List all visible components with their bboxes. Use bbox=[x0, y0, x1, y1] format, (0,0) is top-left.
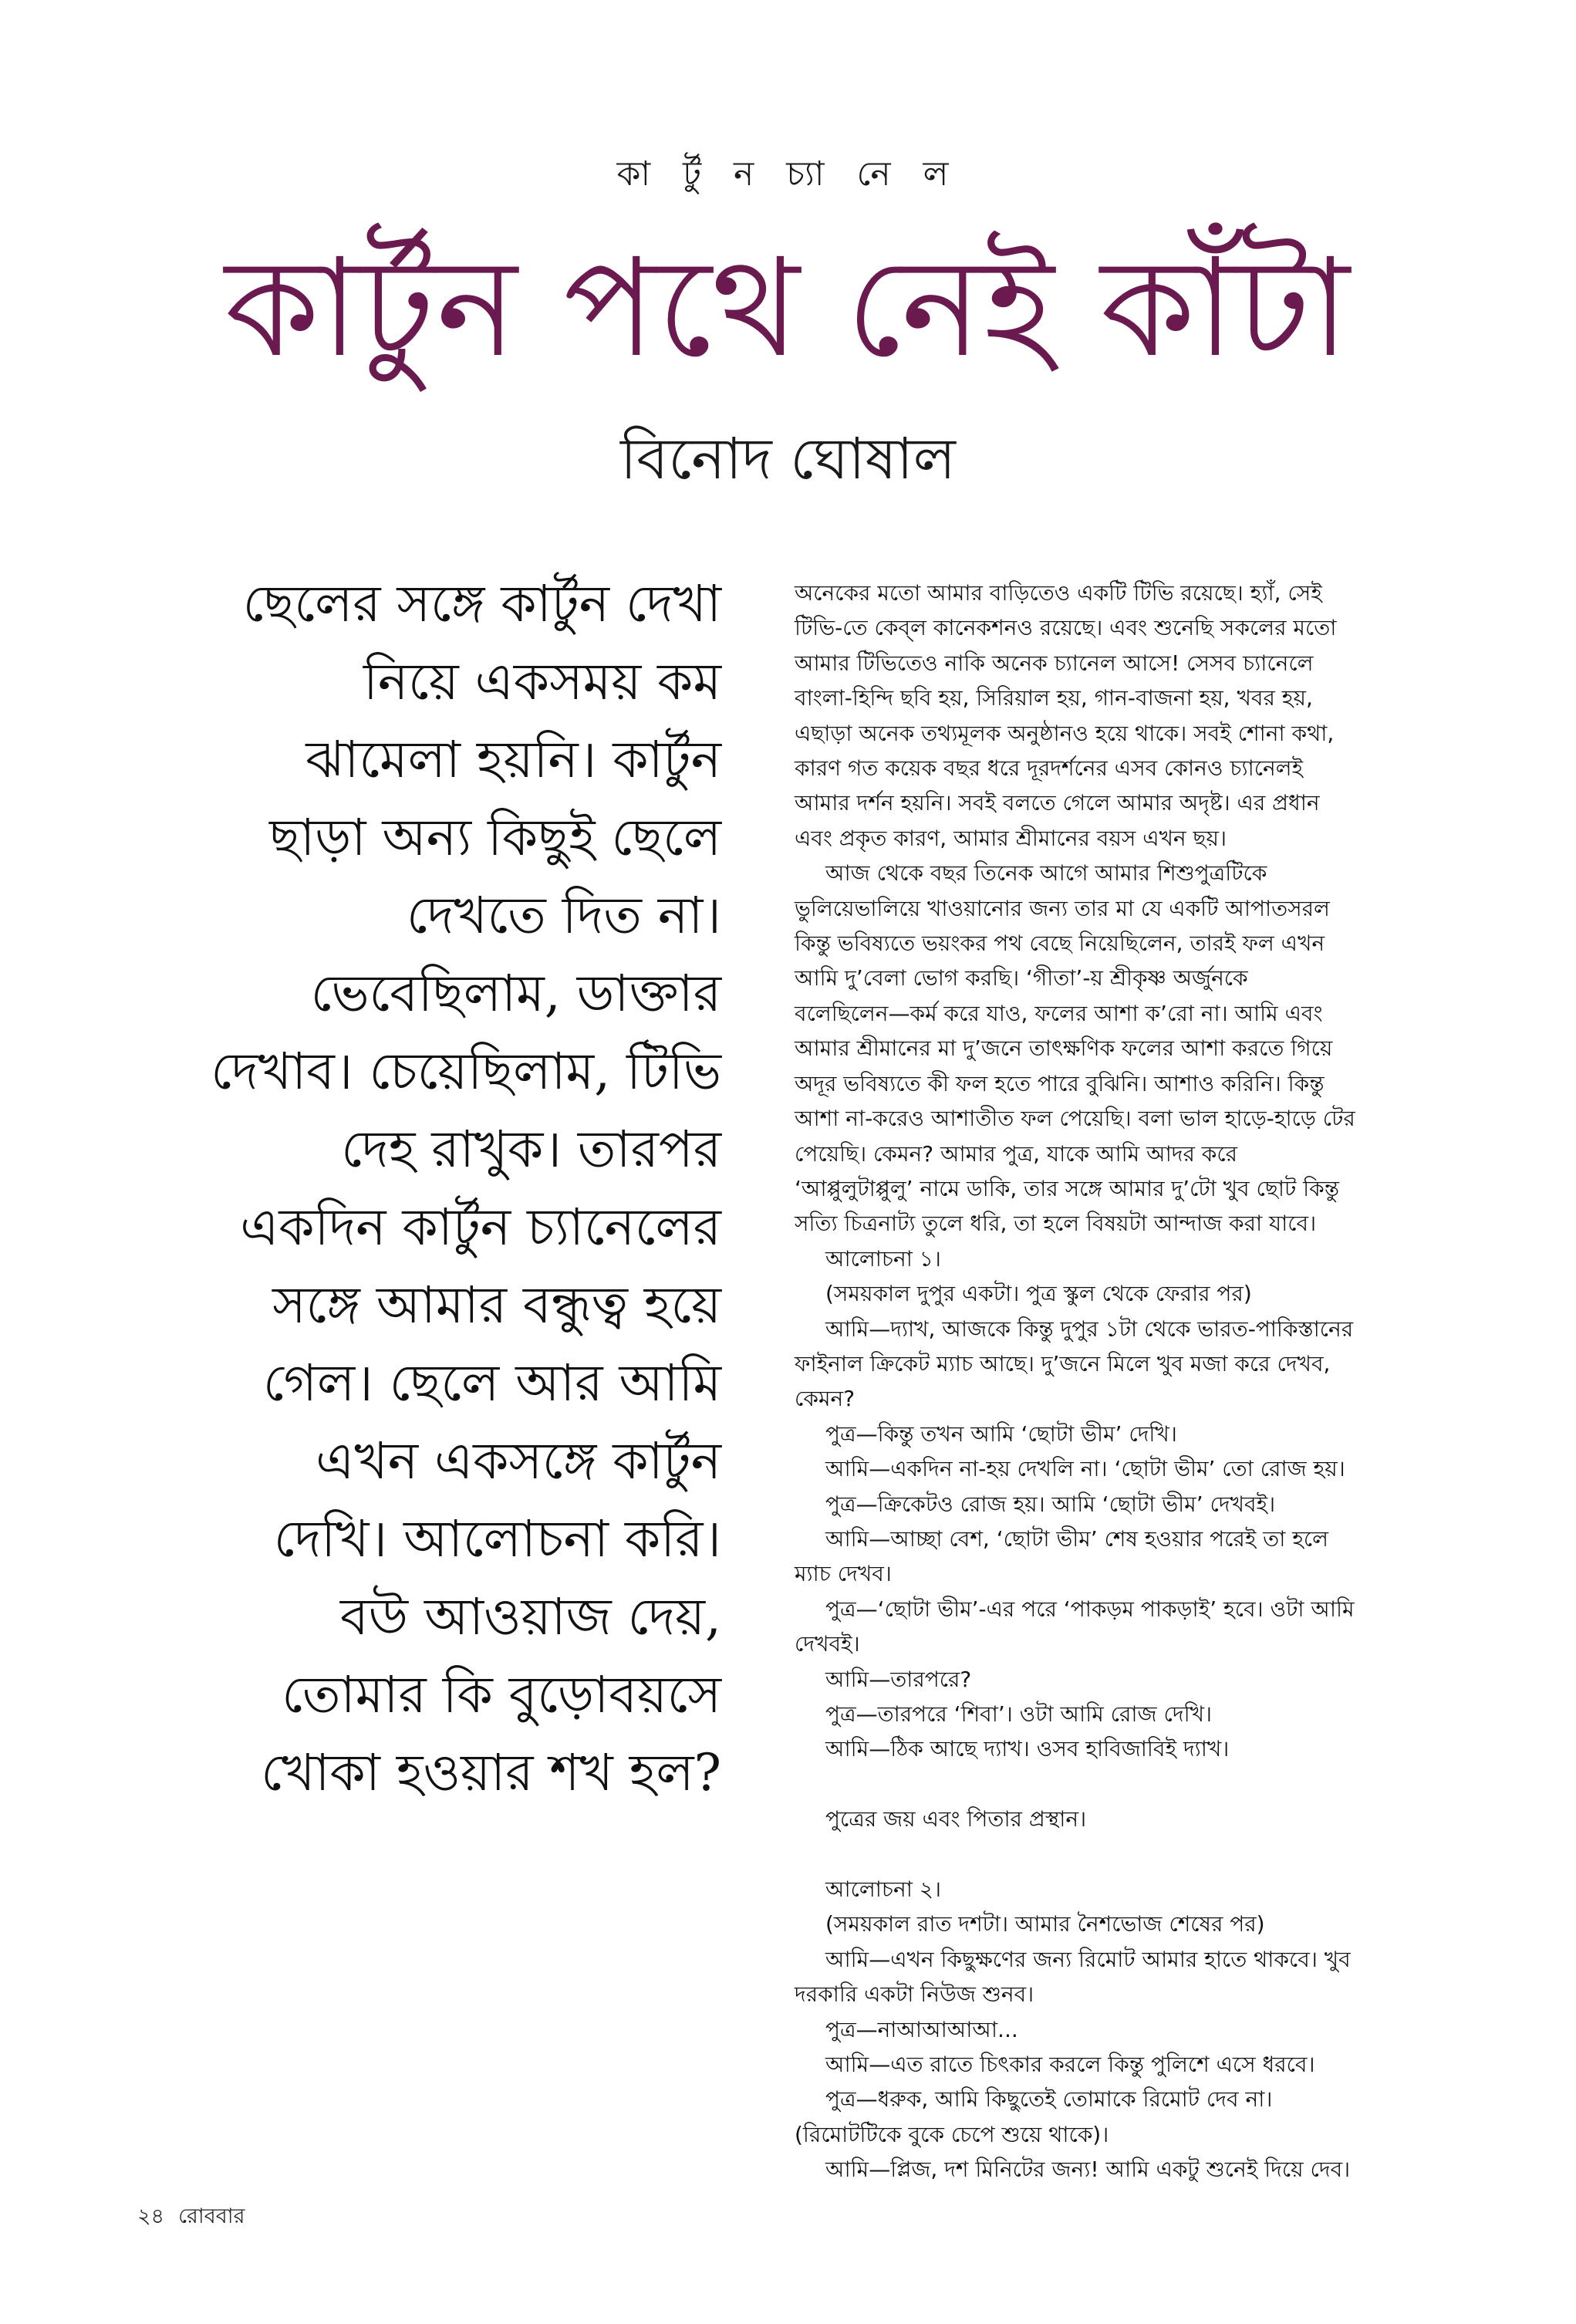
body-line: পুত্র—ধরুক, আমি কিছুতেই তোমাকে রিমোট দেব না। bbox=[825, 2086, 1273, 2113]
body-line: আমার টিভিতেও নাকি অনেক চ্যানেল আসে! সেসব চ্যানেলে bbox=[795, 650, 1314, 676]
body-line: আমি—এখন কিছুক্ষণের জন্য রিমোট আমার হাতে থাকবে। খুব bbox=[825, 1946, 1351, 1972]
body-line: কারণ গত কয়েক বছর ধরে দূরদর্শনের এসব কোনও চ্যানেলই bbox=[795, 755, 1304, 782]
body-line: পুত্র—নাআআআআ... bbox=[825, 2016, 1018, 2042]
article-title: কার্টুন পথে নেই কাঁটা bbox=[224, 229, 1352, 387]
pull-quote-line: তোমার কি বুড়োবয়সে bbox=[282, 1665, 721, 1724]
body-line: আশা না-করেও আশাতীত ফল পেয়েছি। বলা ভাল হাড়ে-হাড়ে টের bbox=[795, 1106, 1355, 1132]
body-line: (সময়কাল দুপুর একটা। পুত্র স্কুল থেকে ফেরার পর) bbox=[825, 1281, 1252, 1307]
body-line: পুত্র—ক্রিকেটও রোজ হয়। আমি ‘ছোটা ভীম’ দেখবই। bbox=[825, 1491, 1276, 1517]
body-line: দেখবই। bbox=[795, 1631, 860, 1657]
body-line: বাংলা-হিন্দি ছবি হয়, সিরিয়াল হয়, গান-বাজনা হয়, খবর হয়, bbox=[795, 685, 1313, 711]
body-line: আলোচনা ২। bbox=[825, 1876, 941, 1902]
body-line: আমার শ্রীমানের মা দু’জনে তাৎক্ষণিক ফলের আশা করতে গিয়ে bbox=[795, 1035, 1333, 1062]
pull-quote-line: দেহ রাখুক। তারপর bbox=[341, 1120, 721, 1179]
body-line: কিন্তু ভবিষ্যতে ভয়ংকর পথ বেছে নিয়েছিলেন, তারই ফল এখন bbox=[795, 931, 1325, 957]
body-line: (সময়কাল রাত দশটা। আমার নৈশভোজ শেষের পর) bbox=[825, 1911, 1265, 1937]
body-line: এবং প্রকৃত কারণ, আমার শ্রীমানের বয়স এখন ছয়। bbox=[795, 825, 1227, 851]
body-line: আজ থেকে বছর তিনেক আগে আমার শিশুপুত্রটিকে bbox=[825, 860, 1267, 887]
body-line: আমি—এত রাতে চিৎকার করলে কিন্তু পুলিশে এসে ধরবে। bbox=[825, 2052, 1315, 2078]
body-line: অনেকের মতো আমার বাড়িতেও একটি টিভি রয়েছে। হ্যাঁ, সেই bbox=[795, 580, 1322, 606]
publication-name: রোববার bbox=[178, 2204, 245, 2228]
body-line: অদূর ভবিষ্যতে কী ফল হতে পারে বুঝিনি। আশাও করিনি। কিন্তু bbox=[795, 1070, 1325, 1096]
body-line: পুত্রের জয় এবং পিতার প্রস্থান। bbox=[825, 1806, 1087, 1833]
pull-quote-line: ছাড়া অন্য কিছুই ছেলে bbox=[269, 808, 721, 867]
body-line: আমি—প্লিজ, দশ মিনিটের জন্য! আমি একটু শুনেই দিয়ে দেব। bbox=[825, 2157, 1351, 2183]
body-line: (রিমোটটিকে বুকে চেপে শুয়ে থাকে)। bbox=[795, 2121, 1109, 2147]
body-line: এছাড়া অনেক তথ্যমূলক অনুষ্ঠানও হয়ে থাকে। সবই শোনা কথা, bbox=[795, 720, 1335, 746]
pull-quote bbox=[147, 565, 721, 1812]
pull-quote-line: এখন একসঙ্গে কার্টুন bbox=[316, 1431, 721, 1491]
blank-line bbox=[795, 1767, 1458, 1802]
pull-quote-line: সঙ্গে আমার বন্ধুত্ব হয়ে bbox=[272, 1275, 721, 1335]
body-line: আমি—আচ্ছা বেশ, ‘ছোটা ভীম’ শেষ হওয়ার পরেই তা হলে bbox=[825, 1525, 1329, 1552]
body-line: ফাইনাল ক্রিকেট ম্যাচ আছে। দু’জনে মিলে খুব মজা করে দেখব, bbox=[795, 1350, 1331, 1376]
pull-quote-line: একদিন কার্টুন চ্যানেলের bbox=[240, 1197, 721, 1257]
body-line: আমি দু’বেলা ভোগ করছি। ‘গীতা’-য় শ্রীকৃষ্ণ অর্জুনকে bbox=[795, 965, 1248, 991]
body-line: টিভি-তে কেব্‌ল কানেকশনও রয়েছে। এবং শুনেছি সকলের মতো bbox=[795, 615, 1337, 641]
pull-quote-line: খোকা হওয়ার শখ হল? bbox=[261, 1743, 721, 1802]
page-number: ২৪ bbox=[137, 2204, 165, 2228]
body-line: কেমন? bbox=[795, 1386, 855, 1412]
body-line: আলোচনা ১। bbox=[825, 1245, 941, 1272]
pull-quote-line: দেখতে দিত না। bbox=[406, 886, 721, 945]
body-line: পুত্র—কিন্তু তখন আমি ‘ছোটা ভীম’ দেখি। bbox=[825, 1420, 1177, 1447]
pull-quote-line: বউ আওয়াজ দেয়, bbox=[339, 1587, 721, 1647]
blank-line bbox=[795, 1837, 1458, 1872]
body-line: আমি—দ্যাখ, আজকে কিন্তু দুপুর ১টা থেকে ভারত-পাকিস্তানের bbox=[825, 1316, 1354, 1342]
pull-quote-line: ছেলের সঙ্গে কার্টুন দেখা bbox=[242, 574, 721, 633]
body-line: আমি—তারপরে? bbox=[825, 1666, 972, 1692]
body-line: বলেছিলেন—কর্ম করে যাও, ফলের আশা ক’রো না। আমি এবং bbox=[795, 1000, 1323, 1026]
author-byline: বিনোদ ঘোষাল bbox=[620, 426, 956, 492]
body-line: ম্যাচ দেখব। bbox=[795, 1561, 892, 1587]
body-line: পুত্র—তারপরে ‘শিবা’। ওটা আমি রোজ দেখি। bbox=[825, 1701, 1212, 1727]
pull-quote-line: ঝামেলা হয়নি। কার্টুন bbox=[305, 730, 721, 789]
body-line: ভুলিয়েভালিয়ে খাওয়ানোর জন্য তার মা যে একটি আপাতসরল bbox=[795, 895, 1330, 921]
page-footer bbox=[137, 2201, 258, 2235]
section-label: কা র্টু ন চ্যা নে ল bbox=[616, 154, 960, 194]
body-line: আমি—একদিন না-হয় দেখলি না। ‘ছোটা ভীম’ তো রোজ হয়। bbox=[825, 1456, 1345, 1482]
body-line: আমি—ঠিক আছে দ্যাখ। ওসব হাবিজাবিই দ্যাখ। bbox=[825, 1736, 1230, 1762]
body-line: পুত্র—‘ছোটা ভীম’-এর পরে ‘পাকড়ম পাকড়াই’ হবে। ওটা আমি bbox=[825, 1596, 1355, 1622]
body-line: সত্যি চিত্রনাট্য তুলে ধরি, তা হলে বিষয়টা আন্দাজ করা যাবে। bbox=[795, 1211, 1317, 1237]
pull-quote-line: দেখি। আলোচনা করি। bbox=[273, 1509, 721, 1569]
pull-quote-line: গেল। ছেলে আর আমি bbox=[262, 1353, 721, 1413]
pull-quote-line: দেখাব। চেয়েছিলাম, টিভি bbox=[211, 1042, 721, 1101]
body-line: দরকারি একটা নিউজ শুনব। bbox=[795, 1981, 1034, 2008]
pull-quote-line: নিয়ে একসময় কম bbox=[363, 652, 721, 711]
body-line: পেয়েছি। কেমন? আমার পুত্র, যাকে আমি আদর করে bbox=[795, 1140, 1238, 1167]
pull-quote-line: ভেবেছিলাম, ডাক্তার bbox=[310, 964, 721, 1023]
body-line: ‘আপ্পুলুটাপ্পুলু’ নামে ডাকি, তার সঙ্গে আমার দু’টো খুব ছোট কিন্তু bbox=[795, 1175, 1340, 1201]
article-body bbox=[795, 576, 1458, 2187]
body-line: আমার দর্শন হয়নি। সবই বলতে গেলে আমার অদৃষ্ট। এর প্রধান bbox=[795, 790, 1320, 816]
